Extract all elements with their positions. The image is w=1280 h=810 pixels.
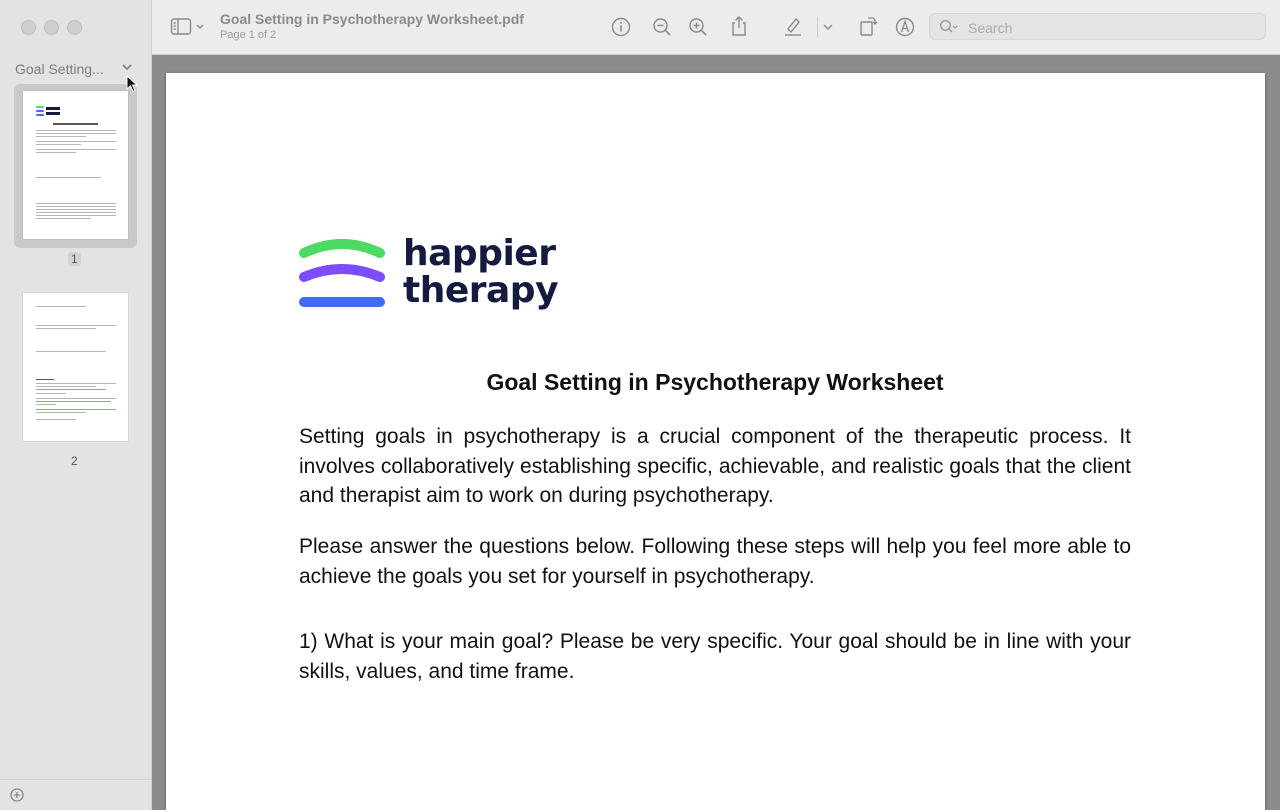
markup-chevron-icon[interactable]	[820, 16, 836, 38]
thumbnail-logo	[36, 105, 76, 117]
divider	[817, 17, 818, 37]
document-view[interactable]	[152, 55, 1280, 810]
logo-line-2: therapy	[403, 270, 559, 311]
question-1: 1) What is your main goal? Please be very specific. Your goal should be in line with your skills, values, and time frame.	[299, 630, 1131, 683]
divider	[0, 779, 151, 780]
add-page-icon[interactable]	[10, 788, 24, 802]
toolbar	[152, 0, 1280, 55]
page-number-label: 1	[68, 252, 81, 266]
search-icon	[939, 19, 959, 35]
mouse-cursor-icon	[126, 75, 138, 93]
search-input[interactable]	[966, 18, 1260, 38]
minimize-window-button[interactable]	[44, 20, 59, 35]
zoom-in-icon[interactable]	[687, 16, 709, 38]
thumbnail-sidebar	[0, 0, 152, 810]
annotate-icon[interactable]	[894, 16, 916, 38]
logo-line-1: happier	[403, 233, 556, 274]
zoom-window-button[interactable]	[67, 20, 82, 35]
logo-mark-icon	[299, 239, 385, 311]
document-title: Goal Setting in Psychotherapy Worksheet.pdf	[220, 11, 524, 27]
happier-therapy-logo	[299, 231, 579, 321]
pdf-page-1	[166, 73, 1265, 810]
info-icon[interactable]	[610, 16, 632, 38]
close-window-button[interactable]	[21, 20, 36, 35]
highlighter-icon[interactable]	[782, 15, 804, 37]
zoom-out-icon[interactable]	[651, 16, 673, 38]
intro-paragraph: Setting goals in psychotherapy is a crucial component of the therapeutic process. It involves collaboratively establishing specific, achievable, and realistic goals that the client and therapist aim to work on during psychotherapy.	[299, 425, 1131, 507]
page-thumbnail-2[interactable]	[23, 293, 128, 441]
share-icon[interactable]	[728, 15, 750, 37]
rotate-icon[interactable]	[857, 15, 879, 37]
page-thumbnail-1[interactable]	[14, 84, 137, 248]
page-number-label: 2	[71, 454, 78, 468]
logo-wordmark	[403, 235, 558, 309]
sidebar-document-title[interactable]: Goal Setting...	[15, 61, 104, 77]
worksheet-title: Goal Setting in Psychotherapy Worksheet	[486, 369, 944, 395]
page-indicator: Page 1 of 2	[220, 29, 277, 41]
thumbnail-image	[23, 91, 128, 239]
instructions-paragraph: Please answer the questions below. Following these steps will help you feel more able to achieve the goals you set for yourself in psychotherapy.	[299, 535, 1131, 588]
window-controls	[21, 20, 82, 35]
chevron-down-icon[interactable]	[120, 60, 134, 74]
sidebar-toggle-icon[interactable]	[170, 16, 206, 38]
search-field[interactable]	[929, 13, 1266, 40]
